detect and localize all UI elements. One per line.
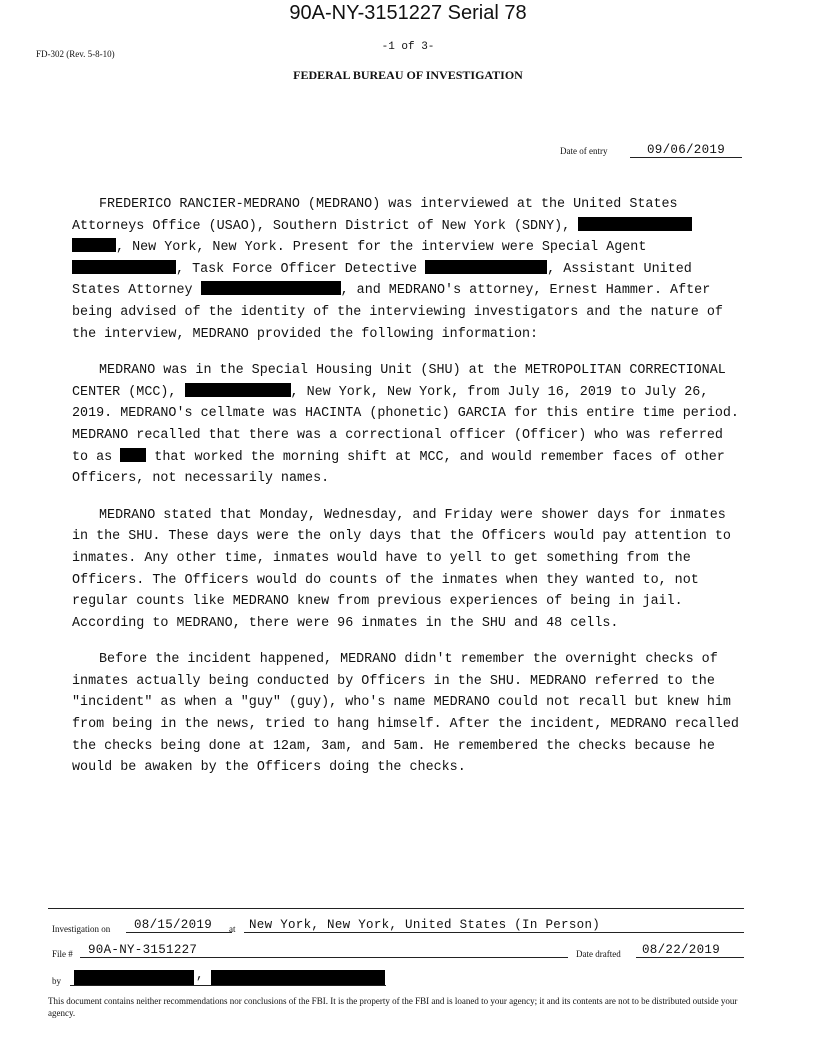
investigation-on-label: Investigation on xyxy=(52,924,111,934)
paragraph-1-text-d: , Assistant United States Attorney xyxy=(72,261,692,299)
paragraph-4: Before the incident happened, MEDRANO didn't remember the overnight checks of inmates actually being conducted by Officers in the SHU. MEDRANO referred to the "incident" as when a "guy" (guy), who's name MEDRANO could not recall but knew him from being in the news, tried to hang himself. After the incident, MEDRANO recalled the checks being done at 12am, 3am, and 5am. He remembered the checks because he would be awaken by the Officers doing the checks. xyxy=(72,652,739,776)
paragraph-2-text-c: that worked the morning shift at MCC, and would remember faces of other Officers, not necessarily names. xyxy=(72,449,725,487)
paragraph-1-text-e: , and MEDRANO's attorney, Ernest Hammer. After being advised of the identity of the interviewing investigators and the nature of the interview, MEDRANO provided the following information: xyxy=(72,283,723,342)
paragraph-2-text-b: , New York, New York, from July 16, 2019 to July 26, 2019. MEDRANO's cellmate was HACINTA (phonetic) GARCIA for this entire time period. MEDRANO recalled that there was a correctional officer (Officer) who was referred to as xyxy=(72,384,739,465)
file-number-label: File # xyxy=(52,949,73,959)
redaction-block xyxy=(578,217,692,231)
file-number: 90A-NY-3151227 xyxy=(80,943,568,958)
paragraph-3: MEDRANO stated that Monday, Wednesday, and Friday were shower days for inmates in the SHU. These days were the only days that the Officers would pay attention to inmates. Any other time, inmates would have to yell to get something from the Officers. The Officers would do counts of the inmates when they wanted to, not regular counts like MEDRANO knew from previous experiences of being in jail. According to MEDRANO, there were 96 inmates in the SHU and 48 cells. xyxy=(72,507,731,631)
document-body xyxy=(72,194,744,794)
redaction-block xyxy=(185,383,291,397)
investigation-location: New York, New York, United States (In Person) xyxy=(244,918,744,933)
date-drafted-label: Date drafted xyxy=(576,949,621,959)
date-of-entry-value: 09/06/2019 xyxy=(630,143,742,158)
paragraph-1 xyxy=(72,194,744,345)
document-serial: 90A-NY-3151227 Serial 78 xyxy=(289,2,527,24)
agency-title: FEDERAL BUREAU OF INVESTIGATION xyxy=(293,68,523,82)
paragraph-1-text-c: , Task Force Officer Detective xyxy=(176,261,418,277)
paragraph-2 xyxy=(72,360,744,490)
paragraph-1-text-a: FREDERICO RANCIER-MEDRANO (MEDRANO) was interviewed at the United States Attorneys Office (USAO), Southern District of New York (SDNY), xyxy=(72,197,678,234)
redaction-block xyxy=(201,281,341,295)
redaction-block xyxy=(72,260,176,274)
date-drafted: 08/22/2019 xyxy=(636,943,744,958)
redaction-block xyxy=(425,260,547,274)
by-label: by xyxy=(52,976,61,986)
investigation-date: 08/15/2019 xyxy=(126,918,232,933)
by-separator: , xyxy=(196,968,204,982)
form-number: FD-302 (Rev. 5-8-10) xyxy=(36,49,115,59)
date-of-entry-label: Date of entry xyxy=(560,146,608,156)
paragraph-2-text-a: MEDRANO was in the Special Housing Unit (SHU) at the METROPOLITAN CORRECTIONAL CENTER (MCC), xyxy=(72,363,726,400)
redaction-block xyxy=(120,448,146,462)
redaction-block xyxy=(72,238,116,252)
redaction-block xyxy=(211,970,385,985)
page-indicator: -1 of 3- xyxy=(381,41,435,53)
paragraph-1-text-b: , New York, New York. Present for the interview were Special Agent xyxy=(116,240,647,256)
redaction-block xyxy=(74,970,194,985)
at-label: at xyxy=(229,924,236,934)
footer-top-rule xyxy=(48,908,744,909)
disclaimer: This document contains neither recommendations nor conclusions of the FBI. It is the property of the FBI and is loaned to your agency; it and its contents are not to be distributed outside your agency. xyxy=(48,996,738,1018)
